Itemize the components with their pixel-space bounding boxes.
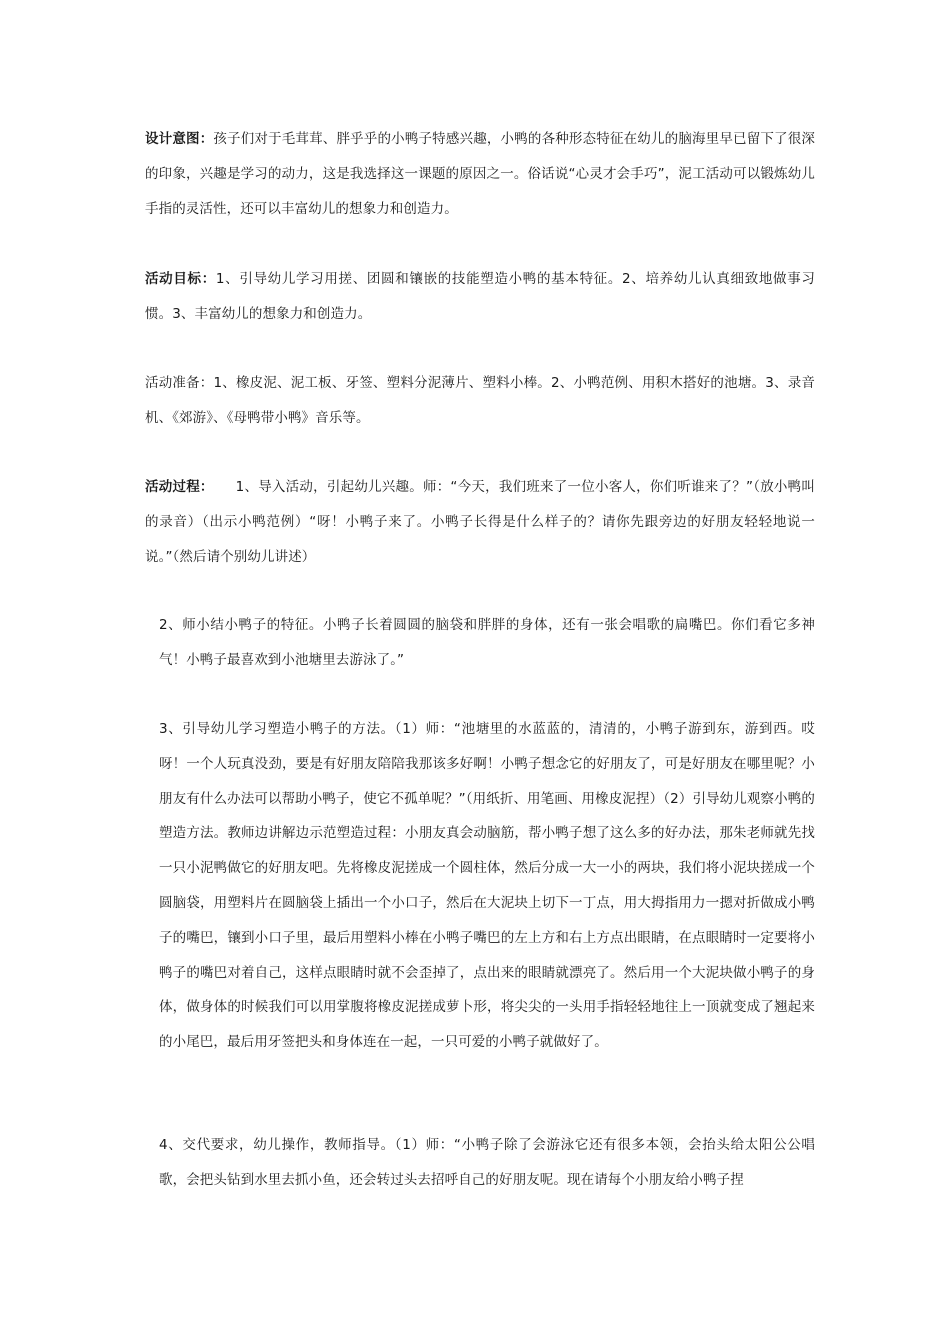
design-intent-paragraph bbox=[145, 122, 815, 226]
process-step4-paragraph bbox=[145, 1128, 815, 1198]
process-step2-paragraph bbox=[145, 608, 815, 678]
process-step4-text: 4、交代要求，幼儿操作，教师指导。（1）师：“小鸭子除了会游泳它还有很多本领，会抬头给太阳公公唱歌，会把头钻到水里去抓小鱼，还会转过头去招呼自己的好朋友呢。现在请每个小朋友给小鸭子捏 bbox=[159, 1137, 815, 1188]
goals-paragraph bbox=[145, 262, 815, 332]
process-label: 活动过程： bbox=[145, 479, 214, 495]
preparation-text: 活动准备：1、橡皮泥、泥工板、牙签、塑料分泥薄片、塑料小棒。2、小鸭范例、用积木搭好的池塘。3、录音机、《郊游》、《母鸭带小鸭》音乐等。 bbox=[145, 375, 815, 426]
goals-text: 1、引导幼儿学习用搓、团圆和镶嵌的技能塑造小鸭的基本特征。2、培养幼儿认真细致地做事习惯。3、丰富幼儿的想象力和创造力。 bbox=[145, 271, 815, 322]
design-intent-label: 设计意图： bbox=[145, 131, 214, 147]
process-step3-text: 3、引导幼儿学习塑造小鸭子的方法。（1）师：“池塘里的水蓝蓝的，清清的，小鸭子游到东，游到西。哎呀！一个人玩真没劲，要是有好朋友陪陪我那该多好啊！小鸭子想念它的好朋友了，可是好朋友在哪里呢？小朋友有什么办法可以帮助小鸭子，使它不孤单呢？”（用纸折、用笔画、用橡皮泥捏）（2）引导幼儿观察小鸭的塑造方法。教师边讲解边示范塑造过程：小朋友真会动脑筋，帮小鸭子想了这么多的好办法，那朱老师就先找一只小泥鸭做它的好朋友吧。先将橡皮泥搓成一个圆柱体，然后分成一大一小的两块，我们将小泥块搓成一个圆脑袋，用塑料片在圆脑袋上插出一个小口子，然后在大泥块上切下一丁点，用大拇指用力一摁对折做成小鸭子的嘴巴，镶到小口子里，最后用塑料小棒在小鸭子嘴巴的左上方和右上方点出眼睛，在点眼睛时一定要将小鸭子的嘴巴对着自己，这样点眼睛时就不会歪掉了，点出来的眼睛就漂亮了。然后用一个大泥块做小鸭子的身体，做身体的时候我们可以用掌腹将橡皮泥搓成萝卜形，将尖尖的一头用手指轻轻地往上一顶就变成了翘起来的小尾巴，最后用牙签把头和身体连在一起，一只可爱的小鸭子就做好了。 bbox=[159, 721, 815, 1051]
process-step2-text: 2、师小结小鸭子的特征。小鸭子长着圆圆的脑袋和胖胖的身体，还有一张会唱歌的扁嘴巴。你们看它多神气！小鸭子最喜欢到小池塘里去游泳了。” bbox=[159, 617, 815, 668]
process-step1-text: 1、导入活动，引起幼儿兴趣。师：“今天，我们班来了一位小客人，你们听谁来了？”（放小鸭叫的录音）（出示小鸭范例）“呀！小鸭子来了。小鸭子长得是什么样子的？请你先跟旁边的好朋友轻轻地说一说。”（然后请个别幼儿讲述） bbox=[145, 479, 815, 565]
design-intent-text: 孩子们对于毛茸茸、胖乎乎的小鸭子特感兴趣，小鸭的各种形态特征在幼儿的脑海里早已留下了很深的印象，兴趣是学习的动力，这是我选择这一课题的原因之一。俗话说“心灵才会手巧”，泥工活动可以锻炼幼儿手指的灵活性，还可以丰富幼儿的想象力和创造力。 bbox=[145, 131, 815, 217]
process-step3-paragraph bbox=[145, 712, 815, 1060]
process-step1-paragraph bbox=[145, 470, 815, 574]
preparation-paragraph bbox=[145, 366, 815, 436]
goals-label: 活动目标： bbox=[145, 271, 216, 287]
